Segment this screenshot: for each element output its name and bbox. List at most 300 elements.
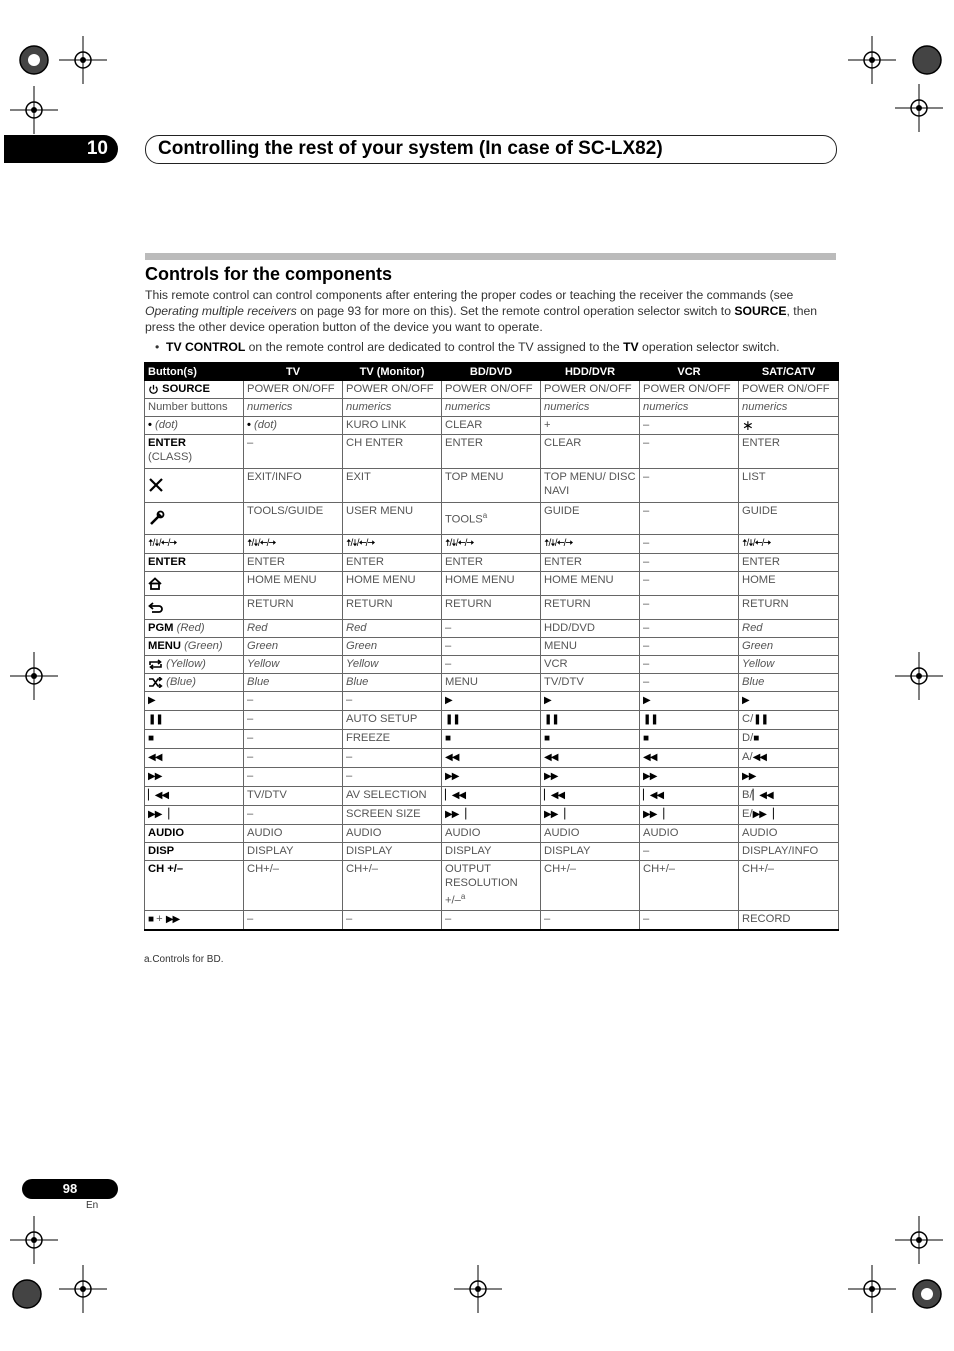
table-cell: AUTO SETUP [343, 711, 442, 730]
cell-text: C/ [742, 713, 754, 725]
exit-x-icon [148, 477, 164, 493]
table-row [145, 399, 839, 417]
cell-text: TOOLS [445, 513, 483, 526]
table-cell: Red [343, 620, 442, 638]
table-row [145, 620, 839, 638]
button-cell [145, 861, 244, 911]
table-row [145, 861, 839, 911]
table-cell: DISPLAY [343, 843, 442, 861]
table-row [145, 381, 839, 399]
button-cell [145, 554, 244, 572]
table-cell [739, 749, 839, 768]
table-cell: – [640, 435, 739, 469]
table-cell: AUDIO [640, 825, 739, 843]
table-cell: DISPLAY [442, 843, 541, 861]
table-cell: POWER ON/OFF [640, 381, 739, 399]
bullet-text: on the remote control are dedicated to control the TV assigned to the [245, 340, 624, 354]
button-cell [145, 596, 244, 620]
footnote-mark: a [460, 892, 466, 901]
footnote: a.Controls for BD. [144, 954, 224, 965]
table-cell: CLEAR [442, 417, 541, 435]
button-label: + [156, 913, 163, 925]
table-cell: – [244, 435, 343, 469]
button-cell [145, 674, 244, 692]
table-cell: ENTER [343, 554, 442, 572]
table-cell [541, 806, 640, 825]
bullet-text: operation selector switch. [638, 340, 780, 354]
button-sublabel: (Blue) [166, 676, 196, 688]
cell-text: +/– [445, 894, 461, 907]
table-cell: RECORD [739, 911, 839, 931]
table-cell: POWER ON/OFF [541, 381, 640, 399]
table-cell: POWER ON/OFF [343, 381, 442, 399]
table-cell [739, 787, 839, 806]
button-label: PGM [148, 622, 174, 634]
home-icon [148, 577, 162, 590]
cell-text: OUTPUT RESOLUTION [445, 863, 518, 889]
table-cell: GUIDE [541, 503, 640, 535]
table-cell: HOME MENU [442, 572, 541, 596]
table-cell: KURO LINK [343, 417, 442, 435]
table-cell: – [640, 596, 739, 620]
button-sublabel: (dot) [155, 419, 179, 431]
table-cell [640, 711, 739, 730]
table-cell [442, 768, 541, 787]
stop-icon: ■ [544, 733, 550, 744]
table-cell: EXIT/INFO [244, 469, 343, 503]
fast-forward-icon: ▶▶ [544, 771, 558, 782]
table-cell: Red [739, 620, 839, 638]
column-header: TV [244, 363, 343, 381]
table-cell: – [343, 911, 442, 931]
page-number-tab [22, 1179, 118, 1199]
intro-text: , then press the other device operation button of the device you want to operate. [145, 304, 818, 334]
table-cell: – [244, 692, 343, 711]
table-cell [442, 730, 541, 749]
registration-circle-icon [903, 36, 951, 84]
shuffle-icon [148, 677, 163, 688]
table-cell: VCR [541, 656, 640, 674]
play-icon: ▶ [643, 695, 650, 706]
table-cell: USER MENU [343, 503, 442, 535]
stop-icon: ■ [148, 733, 154, 744]
crosshair-icon [895, 652, 943, 700]
table-cell: + [541, 417, 640, 435]
table-cell [541, 768, 640, 787]
table-cell: AUDIO [244, 825, 343, 843]
table-cell [244, 417, 343, 435]
column-header: VCR [640, 363, 739, 381]
table-row [145, 554, 839, 572]
table-cell: – [640, 469, 739, 503]
table-cell [739, 692, 839, 711]
button-label: SOURCE [162, 383, 210, 395]
crosshair-icon [454, 1265, 502, 1313]
table-cell: – [442, 656, 541, 674]
button-label: DISP [148, 845, 175, 857]
table-row [145, 503, 839, 535]
next-track-icon: ▶▶▕ [445, 809, 466, 820]
table-cell: Yellow [244, 656, 343, 674]
play-icon: ▶ [544, 695, 551, 706]
table-cell: MENU [442, 674, 541, 692]
table-cell: ∗ [739, 417, 839, 435]
button-sublabel: (CLASS) [148, 451, 193, 463]
pause-icon: ❚❚ [643, 714, 658, 725]
cell-text: E/ [742, 808, 753, 820]
table-header-row [145, 363, 839, 381]
table-cell: Blue [343, 674, 442, 692]
wrench-icon [148, 509, 166, 527]
table-cell: numerics [442, 399, 541, 417]
play-icon: ▶ [445, 695, 452, 706]
table-cell [244, 535, 343, 554]
pause-icon: ❚❚ [148, 714, 163, 725]
table-cell: RETURN [343, 596, 442, 620]
section-rule [145, 253, 836, 260]
button-cell [145, 711, 244, 730]
table-cell: Red [244, 620, 343, 638]
table-cell: TV/DTV [541, 674, 640, 692]
intro-paragraph [145, 287, 840, 335]
previous-track-icon: ▏◀◀ [148, 790, 169, 801]
table-cell: – [244, 768, 343, 787]
table-cell [442, 692, 541, 711]
arrow-keys-icon: 🠅/🠇/🠄/🠆 [346, 538, 375, 549]
table-row [145, 911, 839, 931]
table-row [145, 749, 839, 768]
table-cell [541, 749, 640, 768]
table-row [145, 806, 839, 825]
fast-forward-icon: ▶▶ [148, 771, 162, 782]
table-cell [442, 861, 541, 911]
controls-table [144, 362, 839, 931]
arrow-keys-icon: 🠅/🠇/🠄/🠆 [445, 538, 474, 549]
cell-text: B/ [742, 789, 753, 801]
table-cell: TV/DTV [244, 787, 343, 806]
registration-circle-icon [10, 36, 58, 84]
table-row [145, 535, 839, 554]
intro-text: This remote control can control components after entering the proper codes or teaching the receiver the commands (see [145, 288, 794, 302]
table-cell: – [244, 911, 343, 931]
table-cell: numerics [640, 399, 739, 417]
repeat-icon [148, 659, 163, 670]
table-row [145, 730, 839, 749]
rewind-icon: ◀◀ [752, 752, 766, 763]
previous-track-icon: ▏◀◀ [752, 790, 773, 801]
stop-icon: ■ [753, 733, 759, 744]
arrow-keys-icon: 🠅/🠇/🠄/🠆 [247, 538, 276, 549]
button-label: • [148, 419, 152, 431]
rewind-icon: ◀◀ [445, 752, 459, 763]
button-cell [145, 692, 244, 711]
table-cell: HOME MENU [343, 572, 442, 596]
table-cell: RETURN [442, 596, 541, 620]
button-cell [145, 381, 244, 399]
rewind-icon: ◀◀ [544, 752, 558, 763]
table-cell [343, 535, 442, 554]
chapter-number-tab [4, 135, 118, 163]
table-row [145, 417, 839, 435]
table-cell: EXIT [343, 469, 442, 503]
crosshair-icon [59, 36, 107, 84]
table-cell: – [640, 417, 739, 435]
table-cell [739, 711, 839, 730]
table-cell: GUIDE [739, 503, 839, 535]
button-cell [145, 749, 244, 768]
table-cell: – [640, 554, 739, 572]
page-number: 98 [62, 1181, 78, 1196]
next-track-icon: ▶▶▕ [752, 809, 773, 820]
table-cell: AV SELECTION [343, 787, 442, 806]
column-header: SAT/CATV [739, 363, 839, 381]
table-cell [640, 806, 739, 825]
table-cell: CH ENTER [343, 435, 442, 469]
button-cell [145, 806, 244, 825]
table-row [145, 843, 839, 861]
previous-track-icon: ▏◀◀ [544, 790, 565, 801]
crosshair-icon [59, 1265, 107, 1313]
button-sublabel: (Green) [184, 640, 223, 652]
table-cell: – [343, 692, 442, 711]
bullet-bold: TV CONTROL [166, 340, 246, 354]
table-cell: – [640, 535, 739, 554]
fast-forward-icon: ▶▶ [165, 914, 180, 925]
table-cell: numerics [343, 399, 442, 417]
bullet-note: • TV CONTROL on the remote control are dedicated to control the TV assigned to the TV operation selector switch. [155, 340, 780, 354]
table-cell: Green [739, 638, 839, 656]
table-cell: Green [244, 638, 343, 656]
table-cell: POWER ON/OFF [244, 381, 343, 399]
table-cell: RETURN [739, 596, 839, 620]
crosshair-icon [10, 86, 58, 134]
table-cell: CH+/– [541, 861, 640, 911]
crosshair-icon [848, 1265, 896, 1313]
arrow-keys-icon: 🠅/🠇/🠄/🠆 [742, 538, 771, 549]
table-cell: RETURN [244, 596, 343, 620]
cell-text: D/ [742, 732, 754, 744]
intro-bold: SOURCE [734, 304, 787, 318]
table-cell: HDD/DVD [541, 620, 640, 638]
table-cell [442, 749, 541, 768]
arrow-keys-icon: 🠅/🠇/🠄/🠆 [544, 538, 573, 549]
arrow-keys-icon: 🠅/🠇/🠄/🠆 [148, 538, 177, 549]
table-cell: Yellow [343, 656, 442, 674]
cell-symbol: • [247, 419, 251, 431]
table-cell: ENTER [739, 554, 839, 572]
intro-link-text: Operating multiple receivers [145, 304, 297, 318]
table-row [145, 768, 839, 787]
intro-text: on page 93 for more on this). Set the remote control operation selector switch to [296, 304, 735, 318]
button-cell [145, 417, 244, 435]
button-cell [145, 656, 244, 674]
crosshair-icon [10, 1216, 58, 1264]
table-cell: Blue [739, 674, 839, 692]
button-cell: Number buttons [145, 399, 244, 417]
table-row [145, 674, 839, 692]
table-cell: SCREEN SIZE [343, 806, 442, 825]
table-cell [739, 806, 839, 825]
table-cell: – [343, 749, 442, 768]
fast-forward-icon: ▶▶ [445, 771, 459, 782]
table-cell [442, 535, 541, 554]
button-sublabel: (Yellow) [166, 658, 206, 670]
button-cell [145, 620, 244, 638]
registration-circle-icon [903, 1270, 951, 1318]
table-row [145, 638, 839, 656]
table-cell [739, 730, 839, 749]
table-row [145, 656, 839, 674]
table-cell: HOME MENU [541, 572, 640, 596]
table-cell: CLEAR [541, 435, 640, 469]
crosshair-icon [848, 36, 896, 84]
table-cell: POWER ON/OFF [739, 381, 839, 399]
table-cell: – [442, 638, 541, 656]
table-cell: TOP MENU [442, 469, 541, 503]
power-icon [148, 384, 159, 395]
cell-text: A/ [742, 751, 753, 763]
table-cell: CH+/– [343, 861, 442, 911]
table-row [145, 692, 839, 711]
crosshair-icon [10, 652, 58, 700]
table-cell: CH+/– [244, 861, 343, 911]
crosshair-icon [895, 84, 943, 132]
button-cell [145, 535, 244, 554]
table-cell [640, 787, 739, 806]
table-cell: Green [343, 638, 442, 656]
table-cell: – [541, 911, 640, 931]
table-cell: ENTER [541, 554, 640, 572]
chapter-number: 10 [86, 138, 108, 159]
table-cell: – [640, 638, 739, 656]
table-cell: RETURN [541, 596, 640, 620]
table-cell: DISPLAY [244, 843, 343, 861]
table-cell: – [244, 806, 343, 825]
table-cell: HOME MENU [244, 572, 343, 596]
table-cell [541, 692, 640, 711]
next-track-icon: ▶▶▕ [643, 809, 664, 820]
table-cell [541, 787, 640, 806]
table-cell: Yellow [739, 656, 839, 674]
table-cell: FREEZE [343, 730, 442, 749]
table-cell [442, 711, 541, 730]
column-header: Button(s) [145, 363, 244, 381]
table-cell: numerics [739, 399, 839, 417]
table-cell: MENU [541, 638, 640, 656]
button-cell [145, 825, 244, 843]
table-cell: – [244, 749, 343, 768]
rewind-icon: ◀◀ [148, 752, 162, 763]
table-cell: CH+/– [739, 861, 839, 911]
table-cell: – [244, 711, 343, 730]
table-row [145, 596, 839, 620]
button-cell [145, 768, 244, 787]
fast-forward-icon: ▶▶ [742, 771, 756, 782]
bullet-bold: TV [623, 340, 639, 354]
table-cell [442, 787, 541, 806]
registration-circle-icon [3, 1270, 51, 1318]
next-track-icon: ▶▶▕ [544, 809, 565, 820]
table-cell [541, 730, 640, 749]
button-label: ENTER [148, 556, 186, 568]
pause-icon: ❚❚ [445, 714, 460, 725]
table-cell: – [640, 620, 739, 638]
table-cell: DISPLAY/INFO [739, 843, 839, 861]
button-cell [145, 572, 244, 596]
table-cell: POWER ON/OFF [442, 381, 541, 399]
table-cell: CH+/– [640, 861, 739, 911]
table-cell: – [640, 911, 739, 931]
table-cell: – [442, 620, 541, 638]
rewind-icon: ◀◀ [643, 752, 657, 763]
stop-icon: ■ [643, 733, 649, 744]
column-header: BD/DVD [442, 363, 541, 381]
table-cell: DISPLAY [541, 843, 640, 861]
table-cell: – [640, 656, 739, 674]
button-label: AUDIO [148, 827, 185, 839]
table-cell: – [244, 730, 343, 749]
table-cell: HOME [739, 572, 839, 596]
column-header: TV (Monitor) [343, 363, 442, 381]
previous-track-icon: ▏◀◀ [643, 790, 664, 801]
table-cell: – [640, 843, 739, 861]
pause-icon: ❚❚ [544, 714, 559, 725]
column-header: HDD/DVR [541, 363, 640, 381]
table-cell: ENTER [739, 435, 839, 469]
table-cell: – [640, 503, 739, 535]
button-cell [145, 787, 244, 806]
button-cell [145, 435, 244, 469]
table-row [145, 572, 839, 596]
table-cell: ENTER [442, 554, 541, 572]
button-label: CH +/– [148, 863, 184, 875]
return-icon [148, 601, 164, 613]
table-cell: – [343, 768, 442, 787]
footnote-mark: a [482, 511, 488, 521]
table-cell: numerics [244, 399, 343, 417]
button-cell [145, 469, 244, 503]
button-cell [145, 503, 244, 535]
table-cell [442, 806, 541, 825]
next-track-icon: ▶▶▕ [148, 809, 169, 820]
play-icon: ▶ [742, 695, 749, 706]
table-cell [541, 711, 640, 730]
table-cell: – [640, 572, 739, 596]
table-cell [640, 692, 739, 711]
button-cell [145, 843, 244, 861]
table-cell [442, 503, 541, 535]
table-cell: AUDIO [343, 825, 442, 843]
fast-forward-icon: ▶▶ [643, 771, 657, 782]
table-cell: AUDIO [442, 825, 541, 843]
crosshair-icon [895, 1216, 943, 1264]
section-title: Controls for the components [145, 264, 392, 284]
table-cell [739, 768, 839, 787]
table-cell: Blue [244, 674, 343, 692]
table-cell: AUDIO [541, 825, 640, 843]
button-sublabel: (Red) [176, 622, 205, 634]
table-cell [739, 535, 839, 554]
table-cell: – [640, 674, 739, 692]
button-cell [145, 730, 244, 749]
button-cell [145, 911, 244, 931]
button-label: MENU [148, 640, 181, 652]
table-cell [640, 749, 739, 768]
table-cell: ENTER [244, 554, 343, 572]
table-cell: TOP MENU/ DISC NAVI [541, 469, 640, 503]
table-cell [541, 535, 640, 554]
table-cell: numerics [541, 399, 640, 417]
